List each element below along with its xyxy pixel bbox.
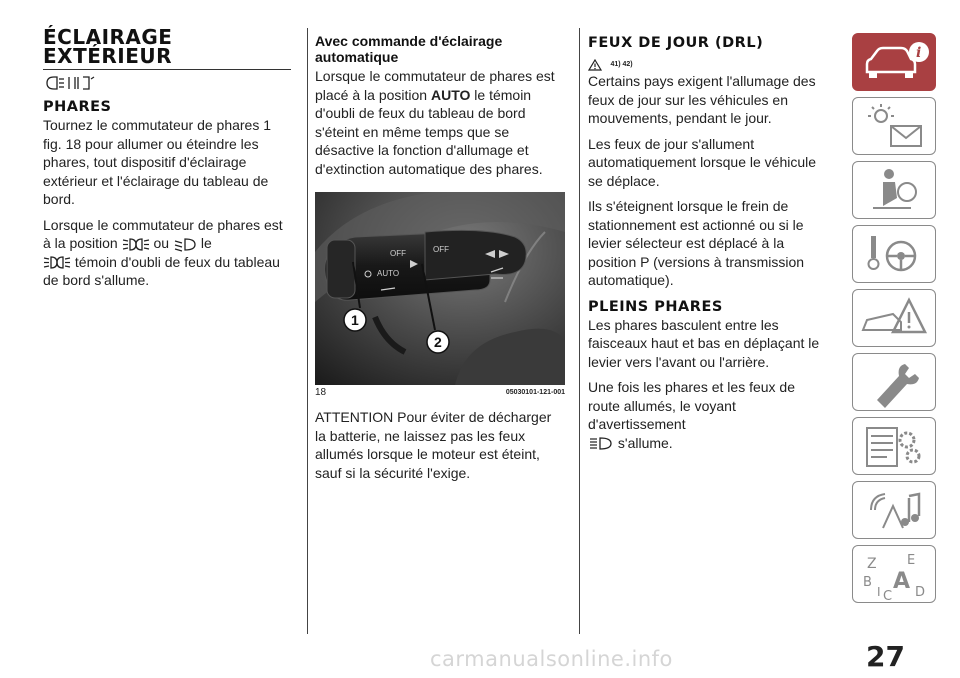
parking-light-icon-2	[43, 255, 71, 270]
section-title: ÉCLAIRAGE EXTÉRIEUR	[43, 25, 173, 68]
tab-emergency[interactable]	[852, 289, 936, 347]
headlights-paragraph: Tournez le commutateur de phares 1 fig. 18 pour allumer ou éteindre les phares, tout dispositif d'éclairage extérieur et l'éclairage du tableau de bord.	[43, 117, 272, 207]
low-beam-icon	[173, 237, 197, 252]
figure-off-label-1: OFF	[390, 249, 406, 258]
figure-off-label-2: OFF	[433, 245, 449, 254]
svg-text:D: D	[915, 585, 926, 600]
column-divider-1	[307, 28, 308, 634]
page-number: 27	[866, 640, 905, 673]
svg-text:1: 1	[351, 312, 359, 328]
warning-triangle-icon	[588, 59, 602, 71]
car-info-icon	[853, 34, 937, 92]
drl-warning-refs: 41) 42)	[588, 56, 823, 70]
drl-paragraph-1: Certains pays exigent l'allumage des feux de jour sur les véhicules en mouvements, pendant le jour.	[588, 73, 816, 126]
title-rule	[43, 69, 291, 70]
alphabet-index-icon	[853, 546, 937, 604]
tab-index[interactable]	[852, 545, 936, 603]
svg-text:B: B	[863, 575, 872, 590]
car-crash-warning-icon	[853, 290, 937, 348]
high-beam-icon	[588, 436, 614, 451]
headlights-heading: PHARES	[43, 99, 112, 115]
auto-lighting-paragraph: Lorsque le commutateur de phares est placé à la position AUTO le témoin d'oubli de feux du tableau de bord s'éteint en même temps que se désactive la fonction d'allumage et d'extinction automatique des phares.	[315, 68, 555, 177]
column-1	[43, 25, 293, 290]
airbag-person-icon	[853, 162, 937, 220]
lights-mail-icon	[853, 98, 937, 156]
figure-code: 05030101-121-001	[505, 389, 565, 396]
svg-text:I: I	[877, 585, 881, 599]
headlight-tail-light-icon	[45, 74, 95, 92]
tab-starting-driving[interactable]	[852, 225, 936, 283]
column-2	[315, 33, 565, 482]
tab-maintenance[interactable]	[852, 353, 936, 411]
auto-lighting-heading: Avec commande d'éclairage automatique	[315, 33, 503, 65]
tab-multimedia[interactable]	[852, 481, 936, 539]
figure-caption	[315, 387, 565, 398]
figure-auto-label: AUTO	[377, 269, 400, 278]
svg-text:C: C	[883, 589, 893, 604]
tab-technical-data[interactable]	[852, 417, 936, 475]
attention-paragraph: ATTENTION Pour éviter de décharger la batterie, ne laissez pas les feux allumés lorsque le moteur est éteint, sauf si la sécurité l'exige.	[315, 409, 552, 481]
column-3	[588, 34, 823, 452]
light-switch-figure	[315, 192, 565, 385]
gears-list-icon	[853, 418, 937, 476]
tab-vehicle-info[interactable]	[852, 33, 936, 91]
svg-text:Z: Z	[867, 556, 877, 572]
high-beam-paragraph-1: Les phares basculent entre les faisceaux haut et bas en déplaçant le levier vers l'avant ou l'arrière.	[588, 316, 820, 370]
drl-heading: FEUX DE JOUR (DRL)	[588, 35, 764, 51]
high-beam-heading: PLEINS PHARES	[588, 298, 723, 315]
media-icon	[853, 482, 937, 540]
svg-text:E: E	[907, 553, 916, 568]
high-beam-paragraph-2: Une fois les phares et les feux de route allumés, le voyant d'avertissement s'allume.	[588, 379, 796, 451]
steering-key-icon	[853, 226, 937, 284]
svg-text:2: 2	[434, 334, 442, 350]
drl-paragraph-2: Les feux de jour s'allument automatiquement lorsque le véhicule se déplace.	[588, 135, 817, 189]
svg-text:i: i	[916, 45, 922, 61]
parking-light-icon	[122, 237, 150, 252]
drl-paragraph-3: Ils s'éteignent lorsque le frein de stationnement est actionné ou si le levier sélecteur est déplacé à la position P (versions à transmission automatique).	[588, 198, 805, 288]
svg-text:A: A	[893, 569, 911, 594]
tab-lights-messages[interactable]	[852, 97, 936, 155]
watermark: carmanualsonline.info	[430, 647, 673, 671]
wrench-icon	[853, 354, 937, 412]
stalk-photo	[315, 192, 565, 385]
figure-number: 18	[315, 387, 327, 398]
column-divider-2	[579, 28, 580, 634]
tab-safety[interactable]	[852, 161, 936, 219]
headlights-paragraph-2: Lorsque le commutateur de phares est à la position ou le témoin d'oubli de feux du tableau de bord s'allume.	[43, 216, 283, 288]
